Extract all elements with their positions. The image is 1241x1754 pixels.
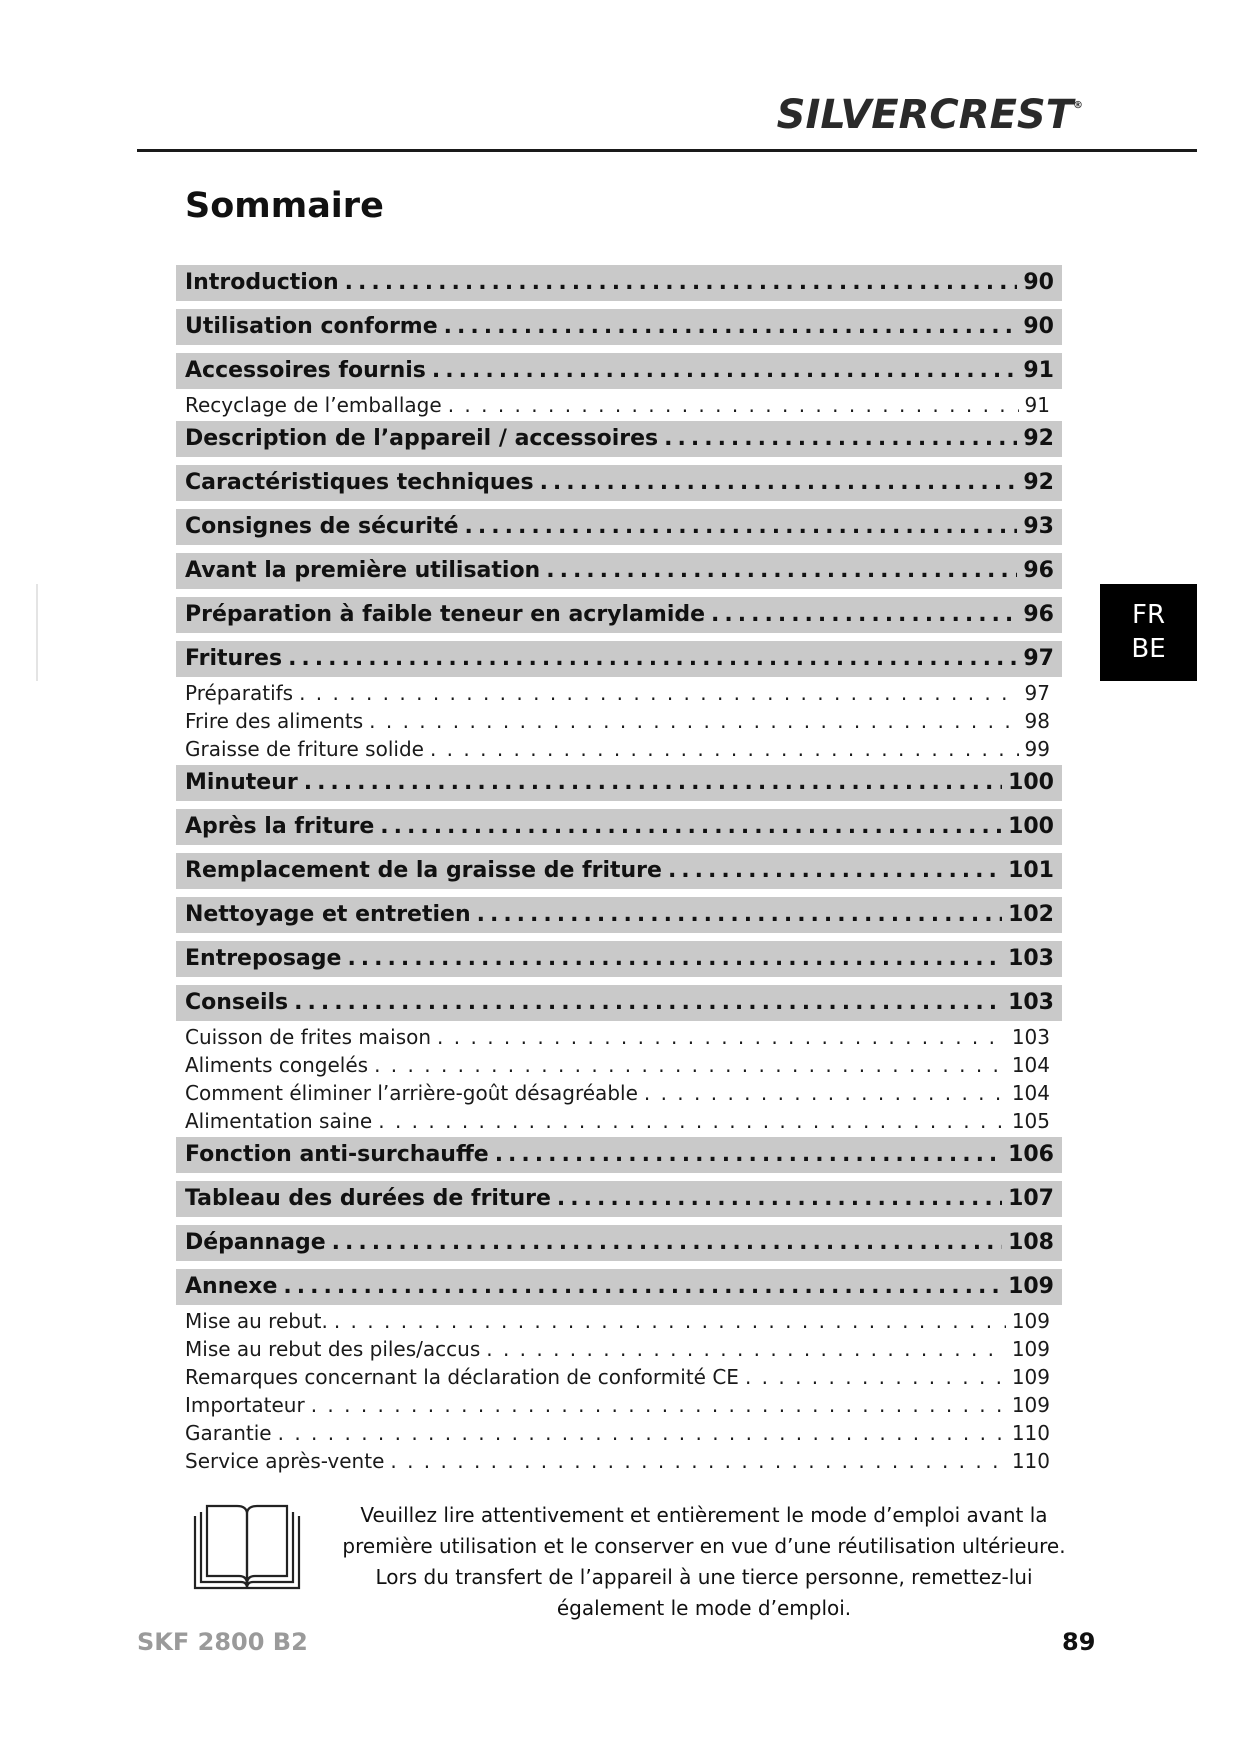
- toc-subsection-title: Remarques concernant la déclaration de conformité CE: [185, 1365, 739, 1389]
- toc-subsection-row: [176, 1363, 1062, 1391]
- toc-subsection-title: Service après-vente: [185, 1449, 385, 1473]
- toc-section-row: [176, 421, 1062, 457]
- toc-subsection-row: [176, 391, 1062, 419]
- toc-section-row: [176, 265, 1062, 301]
- toc-subsection-page: 110: [1011, 1421, 1050, 1445]
- toc-subsection-list: [176, 1023, 1062, 1135]
- footer-page-number: 89: [1062, 1628, 1096, 1656]
- notice-text: Veuillez lire attentivement et entièrement le mode d’emploi avant la première utilisation et le conserver en vue d’une réutilisation ultérieure. Lors du transfert de l’appareil à une tierce personne, remettez-lui également le mode d’emploi.: [342, 1503, 1066, 1620]
- toc-subsection-title: Préparatifs: [185, 681, 294, 705]
- toc-section-page: 96: [1023, 558, 1054, 583]
- dot-leader: [444, 309, 1018, 345]
- toc-section-title: Minuteur: [185, 770, 298, 795]
- toc-section-row: [176, 309, 1062, 345]
- toc-subsection-title: Frire des aliments: [185, 709, 364, 733]
- toc-section-row: [176, 641, 1062, 677]
- toc-section-row: [176, 985, 1062, 1021]
- toc-section-row: [176, 1181, 1062, 1217]
- toc-subsection-title: Comment éliminer l’arrière-goût désagréable: [185, 1081, 638, 1105]
- toc-section-page: 106: [1008, 1142, 1054, 1167]
- toc-section-row: [176, 897, 1062, 933]
- toc-subsection-row: [176, 1023, 1062, 1051]
- toc-section-page: 101: [1008, 858, 1054, 883]
- toc-subsection-row: [176, 707, 1062, 735]
- toc-section-title: Caractéristiques techniques: [185, 470, 534, 495]
- dot-leader: [278, 1419, 1006, 1447]
- dot-leader: [664, 421, 1017, 457]
- toc-section-row: [176, 941, 1062, 977]
- toc-subsection-page: 99: [1024, 737, 1050, 761]
- toc-section-title: Description de l’appareil / accessoires: [185, 426, 659, 451]
- dot-leader: [430, 735, 1019, 763]
- toc-subsection-page: 109: [1011, 1337, 1050, 1361]
- toc-section-page: 93: [1023, 514, 1054, 539]
- dot-leader: [311, 1391, 1006, 1419]
- dot-leader: [380, 809, 1002, 845]
- header-rule: [137, 149, 1197, 152]
- dot-leader: [546, 553, 1017, 589]
- toc-section-row: [176, 1225, 1062, 1261]
- toc-subsection-page: 110: [1011, 1449, 1050, 1473]
- dot-leader: [644, 1079, 1006, 1107]
- toc-section-title: Tableau des durées de friture: [185, 1186, 551, 1211]
- toc-subsection-list: [176, 1307, 1062, 1475]
- dot-leader: [448, 391, 1019, 419]
- toc-section-row: [176, 1137, 1062, 1173]
- page-title: Sommaire: [185, 186, 384, 226]
- dot-leader: [668, 853, 1002, 889]
- language-code-be: BE: [1131, 634, 1166, 664]
- toc-subsection-page: 103: [1011, 1025, 1050, 1049]
- toc-section-row: [176, 553, 1062, 589]
- registered-mark: ®: [1073, 100, 1083, 111]
- reading-notice: [191, 1500, 1071, 1620]
- dot-leader: [283, 1269, 1002, 1305]
- dot-leader: [345, 265, 1018, 301]
- toc-subsection-title: Graisse de friture solide: [185, 737, 424, 761]
- toc-section-title: Introduction: [185, 270, 339, 295]
- toc-subsection-title: Recyclage de l’emballage: [185, 393, 442, 417]
- language-code-fr: FR: [1131, 600, 1166, 630]
- toc-section-page: 91: [1023, 358, 1054, 383]
- toc-section-title: Nettoyage et entretien: [185, 902, 471, 927]
- toc-subsection-page: 109: [1011, 1393, 1050, 1417]
- toc-subsection-row: [176, 1079, 1062, 1107]
- toc-section-title: Accessoires fournis: [185, 358, 426, 383]
- dot-leader: [334, 1307, 1006, 1335]
- toc-section-title: Préparation à faible teneur en acrylamide: [185, 602, 706, 627]
- toc-section-page: 97: [1023, 646, 1054, 671]
- toc-section-title: Fonction anti-surchauffe: [185, 1142, 489, 1167]
- toc-section-row: [176, 765, 1062, 801]
- toc-section-page: 100: [1008, 770, 1054, 795]
- toc-subsection-row: [176, 1335, 1062, 1363]
- margin-mark: [36, 584, 38, 681]
- dot-leader: [465, 509, 1018, 545]
- toc-section-title: Utilisation conforme: [185, 314, 438, 339]
- toc-subsection-row: [176, 679, 1062, 707]
- toc-subsection-page: 104: [1011, 1081, 1050, 1105]
- toc-section-title: Après la friture: [185, 814, 375, 839]
- dot-leader: [347, 941, 1002, 977]
- toc-section-page: 102: [1008, 902, 1054, 927]
- toc-subsection-title: Garantie: [185, 1421, 272, 1445]
- toc-subsection-row: [176, 1447, 1062, 1475]
- toc-subsection-row: [176, 1391, 1062, 1419]
- toc-section-row: [176, 509, 1062, 545]
- toc-subsection-page: 109: [1011, 1309, 1050, 1333]
- toc-subsection-row: [176, 1307, 1062, 1335]
- toc-subsection-list: [176, 391, 1062, 419]
- toc-section-page: 107: [1008, 1186, 1054, 1211]
- toc-subsection-title: Cuisson de frites maison: [185, 1025, 432, 1049]
- toc-section-page: 92: [1023, 470, 1054, 495]
- dot-leader: [437, 1023, 1006, 1051]
- toc-section-title: Avant la première utilisation: [185, 558, 541, 583]
- dot-leader: [378, 1107, 1006, 1135]
- toc-subsection-row: [176, 735, 1062, 763]
- toc-section-row: [176, 597, 1062, 633]
- toc-section-title: Consignes de sécurité: [185, 514, 459, 539]
- toc-subsection-page: 105: [1011, 1109, 1050, 1133]
- toc-subsection-title: Mise au rebut.: [185, 1309, 328, 1333]
- toc-section-page: 103: [1008, 990, 1054, 1015]
- toc-section-page: 90: [1023, 314, 1054, 339]
- toc-section-title: Dépannage: [185, 1230, 326, 1255]
- toc-subsection-page: 97: [1024, 681, 1050, 705]
- toc-section-row: [176, 353, 1062, 389]
- toc-section-row: [176, 853, 1062, 889]
- toc-subsection-page: 109: [1011, 1365, 1050, 1389]
- toc-section-page: 100: [1008, 814, 1054, 839]
- dot-leader: [540, 465, 1018, 501]
- toc-section-page: 90: [1023, 270, 1054, 295]
- toc-subsection-row: [176, 1051, 1062, 1079]
- toc-section-row: [176, 809, 1062, 845]
- toc-subsection-row: [176, 1419, 1062, 1447]
- toc-section-title: Annexe: [185, 1274, 278, 1299]
- dot-leader: [288, 641, 1017, 677]
- toc-section-page: 92: [1023, 426, 1054, 451]
- dot-leader: [390, 1447, 1005, 1475]
- toc-subsection-title: Aliments congelés: [185, 1053, 369, 1077]
- brand-name: SILVERCREST: [776, 92, 1073, 138]
- toc-section-title: Conseils: [185, 990, 289, 1015]
- dot-leader: [304, 765, 1002, 801]
- toc-subsection-page: 91: [1024, 393, 1050, 417]
- brand-logo: [777, 92, 1083, 138]
- dot-leader: [294, 985, 1002, 1021]
- toc-subsection-page: 104: [1011, 1053, 1050, 1077]
- toc-subsection-title: Importateur: [185, 1393, 305, 1417]
- dot-leader: [374, 1051, 1006, 1079]
- footer-model: SKF 2800 B2: [137, 1628, 308, 1656]
- toc-section-page: 103: [1008, 946, 1054, 971]
- dot-leader: [557, 1181, 1002, 1217]
- toc-subsection-row: [176, 1107, 1062, 1135]
- table-of-contents: [176, 265, 1062, 1477]
- toc-subsection-title: Mise au rebut des piles/accus: [185, 1337, 481, 1361]
- toc-section-page: 96: [1023, 602, 1054, 627]
- toc-section-title: Remplacement de la graisse de friture: [185, 858, 662, 883]
- toc-section-title: Entreposage: [185, 946, 342, 971]
- dot-leader: [432, 353, 1017, 389]
- dot-leader: [299, 679, 1018, 707]
- dot-leader: [745, 1363, 1006, 1391]
- toc-section-page: 109: [1008, 1274, 1054, 1299]
- open-book-icon: [191, 1502, 303, 1594]
- toc-subsection-title: Alimentation saine: [185, 1109, 373, 1133]
- toc-subsection-page: 98: [1024, 709, 1050, 733]
- dot-leader: [369, 707, 1018, 735]
- toc-section-row: [176, 465, 1062, 501]
- toc-subsection-list: [176, 679, 1062, 763]
- dot-leader: [477, 897, 1002, 933]
- dot-leader: [495, 1137, 1002, 1173]
- dot-leader: [486, 1335, 1006, 1363]
- language-tab: [1100, 584, 1197, 681]
- dot-leader: [332, 1225, 1002, 1261]
- dot-leader: [711, 597, 1017, 633]
- toc-section-title: Fritures: [185, 646, 283, 671]
- toc-section-row: [176, 1269, 1062, 1305]
- toc-section-page: 108: [1008, 1230, 1054, 1255]
